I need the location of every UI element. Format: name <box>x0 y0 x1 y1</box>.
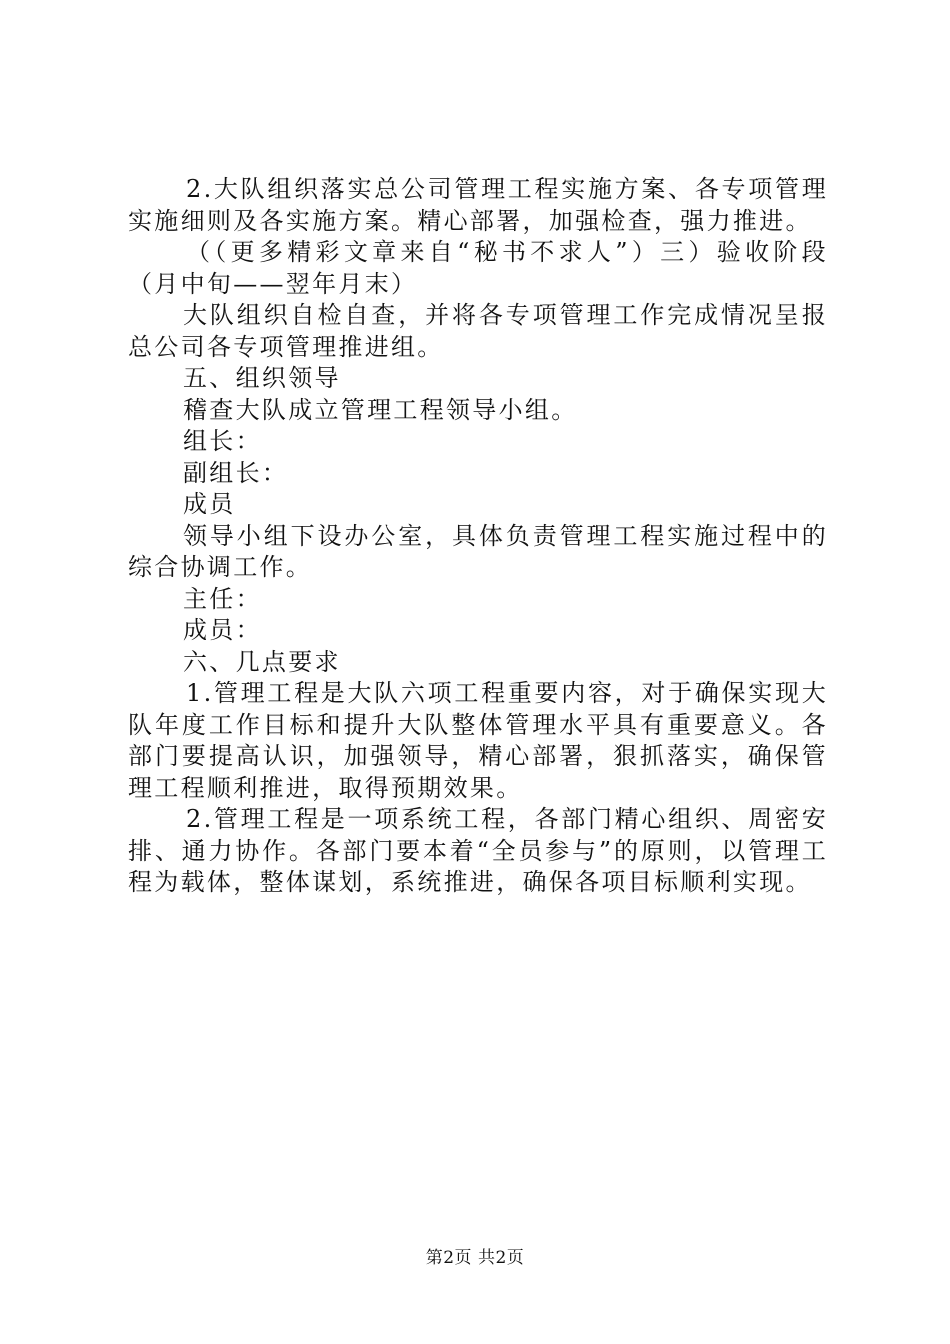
paragraph-leading-group: 稽查大队成立管理工程领导小组。 <box>183 395 578 424</box>
label-members: 成员 <box>183 490 236 518</box>
paragraph-acceptance-stage: （（更多精彩文章来自“秘书不求人”）三）验收阶段（月中旬——翌年月末） <box>128 238 828 298</box>
paragraph-self-inspection: 大队组织自检自查，并将各专项管理工作完成情况呈报总公司各专项管理推进组。 <box>128 301 828 361</box>
paragraph-requirement-1: 1.管理工程是大队六项工程重要内容，对于确保实现大队年度工作目标和提升大队整体管理水平具有重要意义。各部门要提高认识，加强领导，精心部署，狠抓落实，确保管理工程顺利推进，取得预期效果。 <box>128 679 828 802</box>
paragraph-requirement-2: 2.管理工程是一项系统工程，各部门精心组织、周密安排、通力协作。各部门要本着“全员参与”的原则，以管理工程为载体，整体谋划，系统推进，确保各项目标顺利实现。 <box>128 805 828 896</box>
paragraph-implementation-step-2: 2.大队组织落实总公司管理工程实施方案、各专项管理实施细则及各实施方案。精心部署，加强检查，强力推进。 <box>128 175 828 235</box>
heading-requirements: 六、几点要求 <box>183 647 341 676</box>
paragraph-office: 领导小组下设办公室，具体负责管理工程实施过程中的综合协调工作。 <box>128 521 828 581</box>
label-group-leader: 组长： <box>183 427 262 455</box>
label-deputy-group-leader: 副组长： <box>183 458 289 487</box>
label-office-members: 成员： <box>183 616 262 644</box>
page-number-footer: 第2页 共2页 <box>425 1248 525 1268</box>
document-body <box>128 174 828 899</box>
label-director: 主任： <box>183 584 262 613</box>
heading-organization-leadership: 五、组织领导 <box>183 364 341 392</box>
